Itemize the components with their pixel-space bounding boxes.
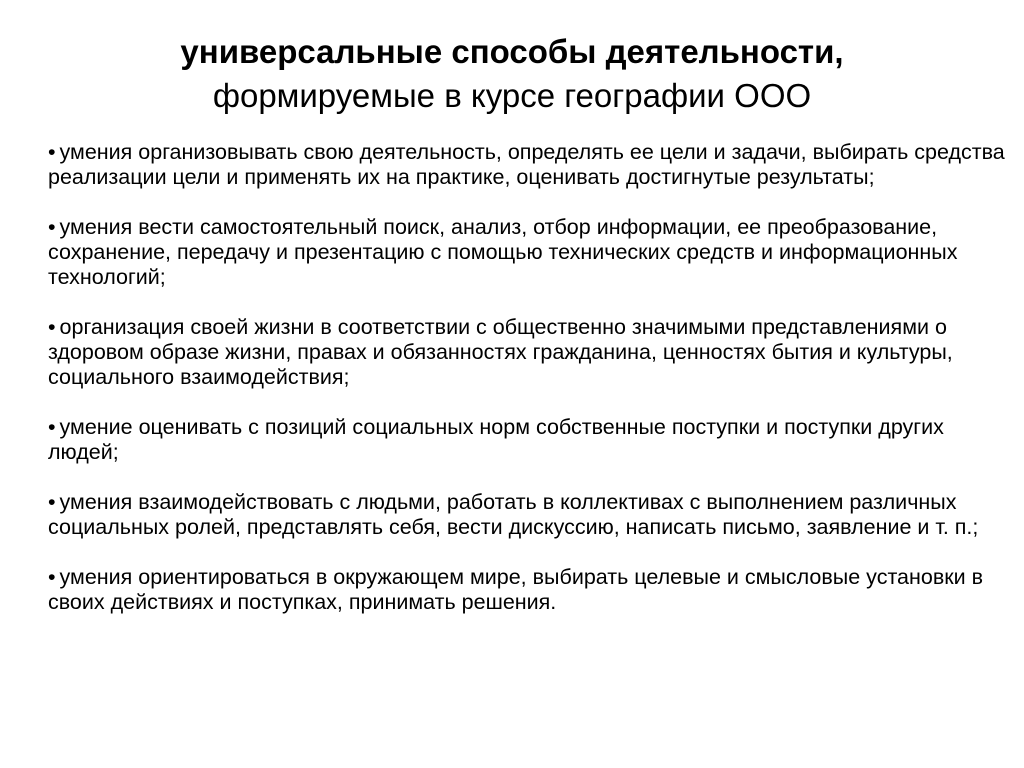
list-item-text: умения взаимодействовать с людьми, работать в коллективах с выполнением различных социальных ролей, представлять себя, вести дискуссию, написать письмо, заявление и т. п.;: [48, 490, 979, 539]
list-item-text: умения организовывать свою деятельность, определять ее цели и задачи, выбирать средства реализации цели и применять их на практике, оценивать достигнутые результаты;: [48, 140, 1005, 189]
list-item: [48, 140, 1008, 190]
list-item: [48, 565, 1008, 615]
title-line-2: формируемые в курсе географии ООО: [212, 77, 812, 114]
bullet-marker: •: [48, 315, 56, 339]
list-item: [48, 415, 1008, 465]
list-item-text: умения ориентироваться в окружающем мире, выбирать целевые и смысловые установки в своих действиях и поступках, принимать решения.: [48, 565, 984, 614]
list-item: [48, 315, 1008, 390]
list-item-text: умение оценивать с позиций социальных норм собственные поступки и поступки других людей;: [48, 415, 944, 464]
bullet-marker: •: [48, 415, 56, 439]
list-item: [48, 215, 1008, 290]
list-item-text: умения вести самостоятельный поиск, анализ, отбор информации, ее преобразование, сохранение, передачу и презентацию с помощью технических средств и информационных технологий;: [48, 215, 958, 289]
title-line-1: универсальные способы деятельности,: [180, 33, 844, 70]
bullet-marker: •: [48, 565, 56, 589]
slide-title: [0, 30, 1024, 118]
list-item: [48, 490, 1008, 540]
bullet-marker: •: [48, 140, 56, 164]
bullet-marker: •: [48, 215, 56, 239]
bullet-marker: •: [48, 490, 56, 514]
bullet-list: [48, 140, 1008, 640]
list-item-text: организация своей жизни в соответствии с общественно значимыми представлениями о здоровом образе жизни, правах и обязанностях гражданина, ценностях бытия и культуры, социального взаимодействия;: [48, 315, 953, 389]
